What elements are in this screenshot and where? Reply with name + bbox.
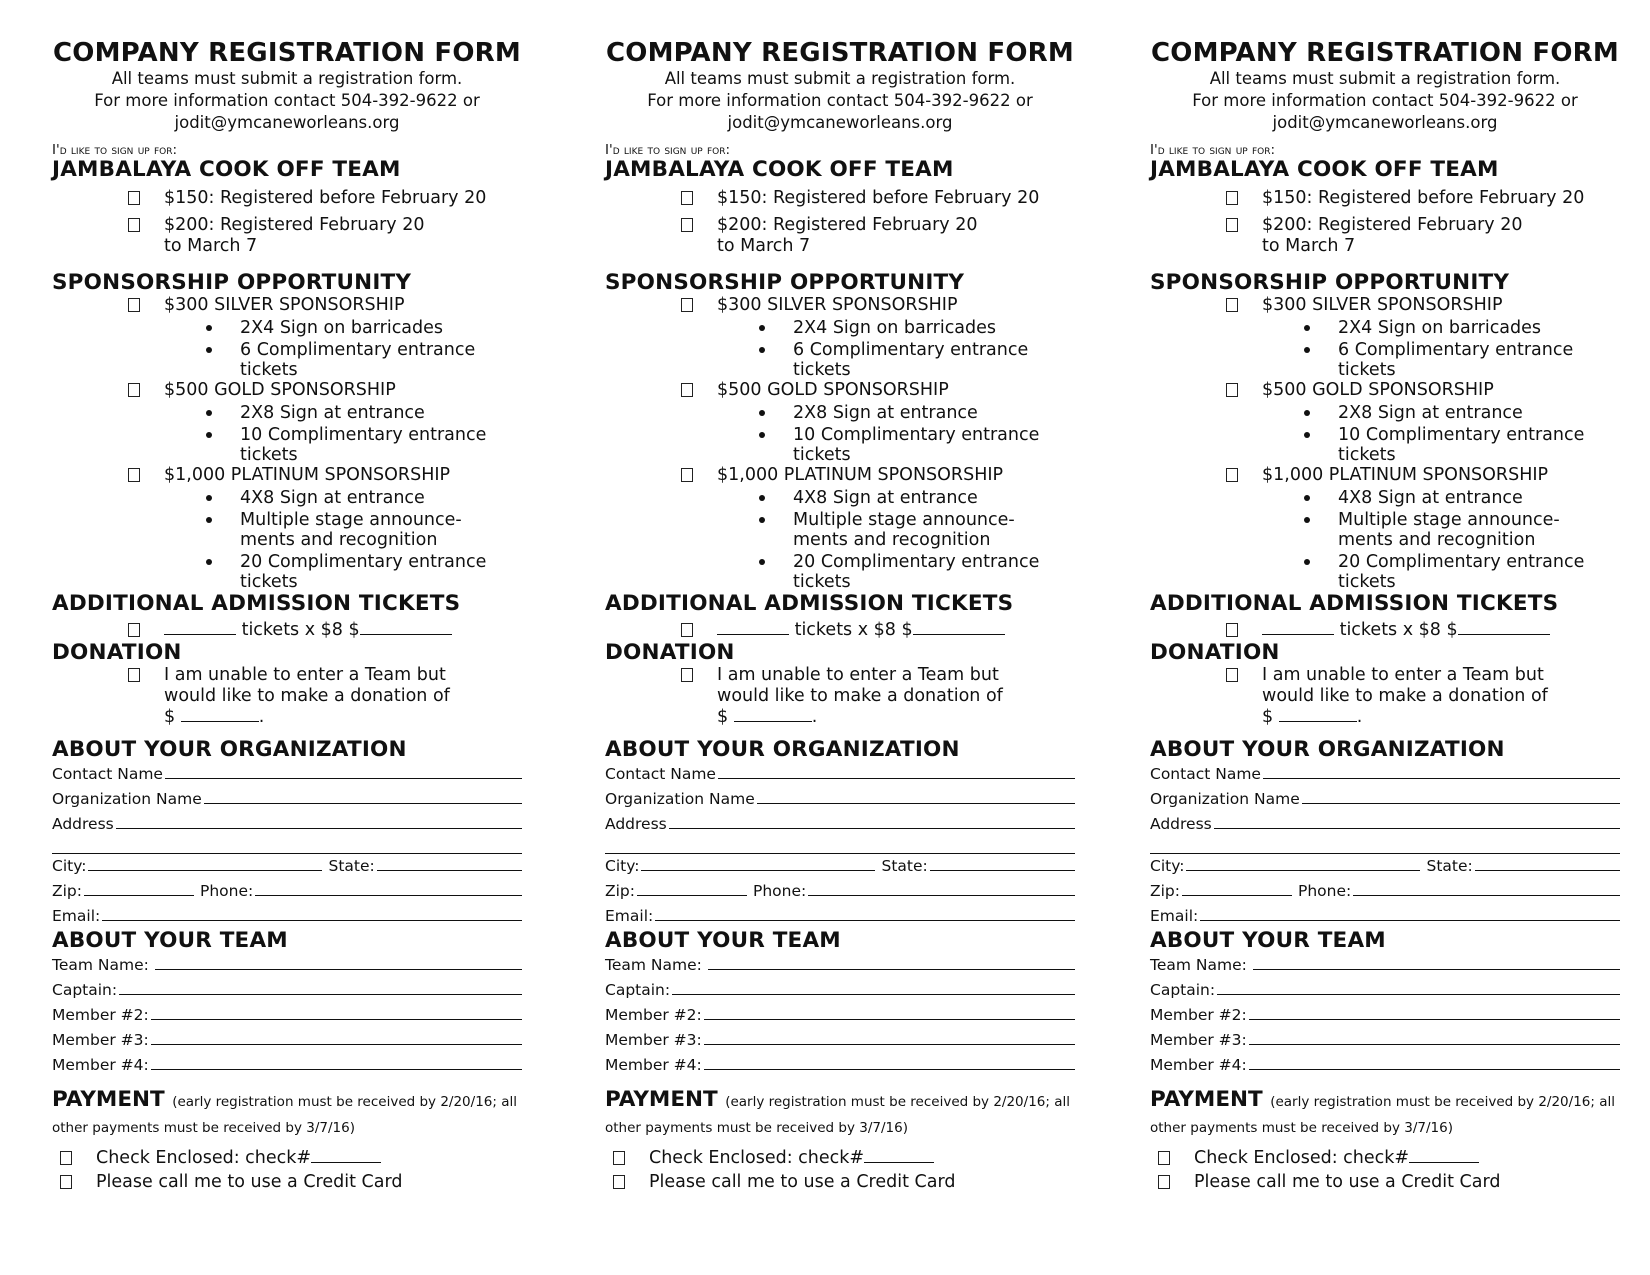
captain-field[interactable]: Captain: [1150, 978, 1620, 1003]
ticket-count-field[interactable] [717, 620, 789, 635]
donation-amount-field[interactable] [734, 707, 812, 722]
checkbox[interactable] [128, 383, 140, 397]
checkbox[interactable] [681, 668, 693, 682]
tickets-heading: ADDITIONAL ADMISSION TICKETS [52, 591, 461, 616]
platinum-sponsorship-option[interactable]: $1,000 PLATINUM SPONSORSHIP [1150, 465, 1620, 486]
cookoff-option-200[interactable]: $200: Registered February 20 to March 7 [52, 215, 444, 257]
silver-benefits [52, 318, 522, 380]
platinum-sponsorship-option[interactable]: $1,000 PLATINUM SPONSORSHIP [605, 465, 1075, 486]
payment-note: (early registration must be received by 2/20/16; all other payments must be received by 3/7/16) [605, 1094, 1070, 1136]
cookoff-option-150[interactable]: $150: Registered before February 20 [605, 188, 1075, 209]
list-item: 2X8 Sign at entrance [240, 403, 522, 423]
checkbox[interactable] [1226, 383, 1238, 397]
silver-sponsorship-option[interactable]: $300 SILVER SPONSORSHIP [1150, 295, 1620, 316]
email-field[interactable]: Email: [52, 904, 522, 929]
team-name-field[interactable]: Team Name: [52, 953, 522, 978]
checkbox[interactable] [681, 468, 693, 482]
city-state-row[interactable]: City: State: [52, 854, 522, 879]
list-item: 4X8 Sign at entrance [793, 488, 1075, 508]
list-item: 20 Complimentary entrance tickets [240, 552, 490, 592]
member-4-field[interactable]: Member #4: [52, 1053, 522, 1078]
donation-heading: DONATION [1150, 640, 1280, 665]
gold-sponsorship-option[interactable]: $500 GOLD SPONSORSHIP [1150, 380, 1620, 401]
list-item: 6 Complimentary entrance tickets [1338, 340, 1578, 380]
list-item: 20 Complimentary entrance tickets [793, 552, 1043, 592]
contact-name-field[interactable]: Contact Name [52, 762, 522, 787]
cookoff-option-150[interactable]: $150: Registered before February 20 [52, 188, 522, 209]
cookoff-option-200[interactable]: $200: Registered February 20 to March 7 [1150, 215, 1542, 257]
ticket-count-field[interactable] [164, 620, 236, 635]
donation-option[interactable]: I am unable to enter a Team but would like to make a donation of $ . [52, 665, 464, 728]
checkbox[interactable] [128, 191, 140, 205]
donation-amount-field[interactable] [181, 707, 259, 722]
address-line-2-field[interactable] [605, 837, 1075, 854]
cookoff-heading: JAMBALAYA COOK OFF TEAM [52, 157, 401, 182]
captain-field[interactable]: Captain: [52, 978, 522, 1003]
member-4-field[interactable]: Member #4: [1150, 1053, 1620, 1078]
check-number-field[interactable] [1409, 1148, 1479, 1163]
registration-form-1 [52, 38, 522, 1258]
donation-option[interactable]: I am unable to enter a Team but would like to make a donation of $ . [1150, 665, 1562, 728]
list-item: 6 Complimentary entrance tickets [793, 340, 1033, 380]
checkbox[interactable] [1226, 623, 1238, 637]
gold-benefits [52, 403, 522, 465]
checkbox[interactable] [681, 383, 693, 397]
team-heading: ABOUT YOUR TEAM [1150, 928, 1386, 953]
list-item: 2X8 Sign at entrance [793, 403, 1075, 423]
list-item: 2X4 Sign on barricades [1338, 318, 1620, 338]
payment-heading: PAYMENT (early registration must be received by 2/20/16; all other payments must be received by 3/7/16) [605, 1087, 1070, 1136]
checkbox[interactable] [128, 298, 140, 312]
checkbox[interactable] [1226, 191, 1238, 205]
platinum-benefits [52, 488, 522, 592]
intro-text: All teams must submit a registration form. For more information contact 504-392-9622 or jodit@ymcaneworleans.org [647, 69, 1033, 132]
sponsorship-heading: SPONSORSHIP OPPORTUNITY [52, 270, 412, 295]
contact-name-field[interactable]: Contact Name [1150, 762, 1620, 787]
address-field[interactable]: Address [605, 812, 1075, 837]
gold-benefits [1150, 403, 1620, 465]
sponsorship-heading: SPONSORSHIP OPPORTUNITY [605, 270, 965, 295]
city-state-row[interactable]: City: State: [1150, 854, 1620, 879]
ticket-total-field[interactable] [1458, 620, 1550, 635]
ticket-total-field[interactable] [360, 620, 452, 635]
zip-phone-row[interactable]: Zip: Phone: [605, 879, 1075, 904]
organization-name-field[interactable]: Organization Name [1150, 787, 1620, 812]
check-enclosed-option[interactable]: Check Enclosed: check# [1150, 1146, 1620, 1170]
gold-sponsorship-option[interactable]: $500 GOLD SPONSORSHIP [52, 380, 522, 401]
checkbox[interactable] [1226, 298, 1238, 312]
credit-card-option[interactable]: Please call me to use a Credit Card [52, 1170, 522, 1194]
checkbox[interactable] [1226, 468, 1238, 482]
list-item: 10 Complimentary entrance tickets [793, 425, 1043, 465]
silver-benefits [605, 318, 1075, 380]
email-field[interactable]: Email: [1150, 904, 1620, 929]
checkbox[interactable] [128, 218, 140, 232]
ticket-total-field[interactable] [913, 620, 1005, 635]
cookoff-option-200[interactable]: $200: Registered February 20 to March 7 [605, 215, 997, 257]
organization-name-field[interactable]: Organization Name [605, 787, 1075, 812]
checkbox[interactable] [1226, 668, 1238, 682]
tickets-row[interactable]: tickets x $8 $ [1150, 620, 1620, 641]
check-number-field[interactable] [864, 1148, 934, 1163]
donation-heading: DONATION [605, 640, 735, 665]
team-name-field[interactable]: Team Name: [605, 953, 1075, 978]
member-4-field[interactable]: Member #4: [605, 1053, 1075, 1078]
cookoff-option-150[interactable]: $150: Registered before February 20 [1150, 188, 1620, 209]
checkbox[interactable] [1158, 1151, 1170, 1165]
tickets-row[interactable]: tickets x $8 $ [52, 620, 522, 641]
payment-heading: PAYMENT (early registration must be received by 2/20/16; all other payments must be received by 3/7/16) [52, 1087, 517, 1136]
checkbox[interactable] [613, 1151, 625, 1165]
intro-text: All teams must submit a registration form. For more information contact 504-392-9622 or jodit@ymcaneworleans.org [1192, 69, 1578, 132]
checkbox[interactable] [1226, 218, 1238, 232]
member-3-field[interactable]: Member #3: [605, 1028, 1075, 1053]
signup-label: I'd like to sign up for: [605, 142, 731, 158]
organization-heading: ABOUT YOUR ORGANIZATION [605, 737, 960, 762]
registration-form-2 [605, 38, 1075, 1258]
list-item: Multiple stage announce-ments and recognition [793, 510, 1023, 550]
checkbox[interactable] [681, 191, 693, 205]
organization-heading: ABOUT YOUR ORGANIZATION [1150, 737, 1505, 762]
list-item: 4X8 Sign at entrance [1338, 488, 1620, 508]
list-item: 10 Complimentary entrance tickets [1338, 425, 1588, 465]
payment-note: (early registration must be received by 2/20/16; all other payments must be received by 3/7/16) [1150, 1094, 1615, 1136]
silver-benefits [1150, 318, 1620, 380]
gold-benefits [605, 403, 1075, 465]
captain-field[interactable]: Captain: [605, 978, 1075, 1003]
cookoff-heading: JAMBALAYA COOK OFF TEAM [605, 157, 954, 182]
organization-heading: ABOUT YOUR ORGANIZATION [52, 737, 407, 762]
member-2-field[interactable]: Member #2: [1150, 1003, 1620, 1028]
registration-form-3 [1150, 38, 1620, 1258]
tickets-row[interactable]: tickets x $8 $ [605, 620, 1075, 641]
address-field[interactable]: Address [1150, 812, 1620, 837]
list-item: 2X4 Sign on barricades [793, 318, 1075, 338]
donation-heading: DONATION [52, 640, 182, 665]
check-enclosed-option[interactable]: Check Enclosed: check# [52, 1146, 522, 1170]
gold-sponsorship-option[interactable]: $500 GOLD SPONSORSHIP [605, 380, 1075, 401]
checkbox[interactable] [128, 623, 140, 637]
checkbox[interactable] [681, 623, 693, 637]
list-item: 2X4 Sign on barricades [240, 318, 522, 338]
silver-sponsorship-option[interactable]: $300 SILVER SPONSORSHIP [605, 295, 1075, 316]
platinum-benefits [1150, 488, 1620, 592]
city-state-row[interactable]: City: State: [605, 854, 1075, 879]
list-item: 10 Complimentary entrance tickets [240, 425, 490, 465]
member-2-field[interactable]: Member #2: [52, 1003, 522, 1028]
checkbox[interactable] [1158, 1175, 1170, 1189]
checkbox[interactable] [681, 298, 693, 312]
checkbox[interactable] [60, 1175, 72, 1189]
cookoff-heading: JAMBALAYA COOK OFF TEAM [1150, 157, 1499, 182]
credit-card-option[interactable]: Please call me to use a Credit Card [605, 1170, 1075, 1194]
address-line-2-field[interactable] [1150, 837, 1620, 854]
list-item: 2X8 Sign at entrance [1338, 403, 1620, 423]
silver-sponsorship-option[interactable]: $300 SILVER SPONSORSHIP [52, 295, 522, 316]
member-2-field[interactable]: Member #2: [605, 1003, 1075, 1028]
signup-label: I'd like to sign up for: [1150, 142, 1276, 158]
member-3-field[interactable]: Member #3: [1150, 1028, 1620, 1053]
platinum-benefits [605, 488, 1075, 592]
signup-label: I'd like to sign up for: [52, 142, 178, 158]
checkbox[interactable] [60, 1151, 72, 1165]
list-item: 20 Complimentary entrance tickets [1338, 552, 1588, 592]
address-field[interactable]: Address [52, 812, 522, 837]
check-number-field[interactable] [311, 1148, 381, 1163]
email-field[interactable]: Email: [605, 904, 1075, 929]
list-item: 4X8 Sign at entrance [240, 488, 522, 508]
team-name-field[interactable]: Team Name: [1150, 953, 1620, 978]
checkbox[interactable] [128, 468, 140, 482]
donation-option[interactable]: I am unable to enter a Team but would like to make a donation of $ . [605, 665, 1017, 728]
intro-text: All teams must submit a registration form. For more information contact 504-392-9622 or jodit@ymcaneworleans.org [94, 69, 480, 132]
checkbox[interactable] [613, 1175, 625, 1189]
payment-note: (early registration must be received by 2/20/16; all other payments must be received by 3/7/16) [52, 1094, 517, 1136]
check-enclosed-option[interactable]: Check Enclosed: check# [605, 1146, 1075, 1170]
zip-phone-row[interactable]: Zip: Phone: [52, 879, 522, 904]
list-item: Multiple stage announce-ments and recognition [1338, 510, 1568, 550]
organization-name-field[interactable]: Organization Name [52, 787, 522, 812]
form-title: COMPANY REGISTRATION FORM [53, 38, 521, 68]
ticket-count-field[interactable] [1262, 620, 1334, 635]
team-heading: ABOUT YOUR TEAM [52, 928, 288, 953]
list-item: Multiple stage announce-ments and recognition [240, 510, 470, 550]
tickets-heading: ADDITIONAL ADMISSION TICKETS [605, 591, 1014, 616]
member-3-field[interactable]: Member #3: [52, 1028, 522, 1053]
payment-heading: PAYMENT (early registration must be received by 2/20/16; all other payments must be received by 3/7/16) [1150, 1087, 1615, 1136]
credit-card-option[interactable]: Please call me to use a Credit Card [1150, 1170, 1620, 1194]
form-title: COMPANY REGISTRATION FORM [606, 38, 1074, 68]
contact-name-field[interactable]: Contact Name [605, 762, 1075, 787]
donation-amount-field[interactable] [1279, 707, 1357, 722]
checkbox[interactable] [128, 668, 140, 682]
checkbox[interactable] [681, 218, 693, 232]
list-item: 6 Complimentary entrance tickets [240, 340, 480, 380]
team-heading: ABOUT YOUR TEAM [605, 928, 841, 953]
form-title: COMPANY REGISTRATION FORM [1151, 38, 1619, 68]
address-line-2-field[interactable] [52, 837, 522, 854]
sponsorship-heading: SPONSORSHIP OPPORTUNITY [1150, 270, 1510, 295]
tickets-heading: ADDITIONAL ADMISSION TICKETS [1150, 591, 1559, 616]
zip-phone-row[interactable]: Zip: Phone: [1150, 879, 1620, 904]
platinum-sponsorship-option[interactable]: $1,000 PLATINUM SPONSORSHIP [52, 465, 522, 486]
